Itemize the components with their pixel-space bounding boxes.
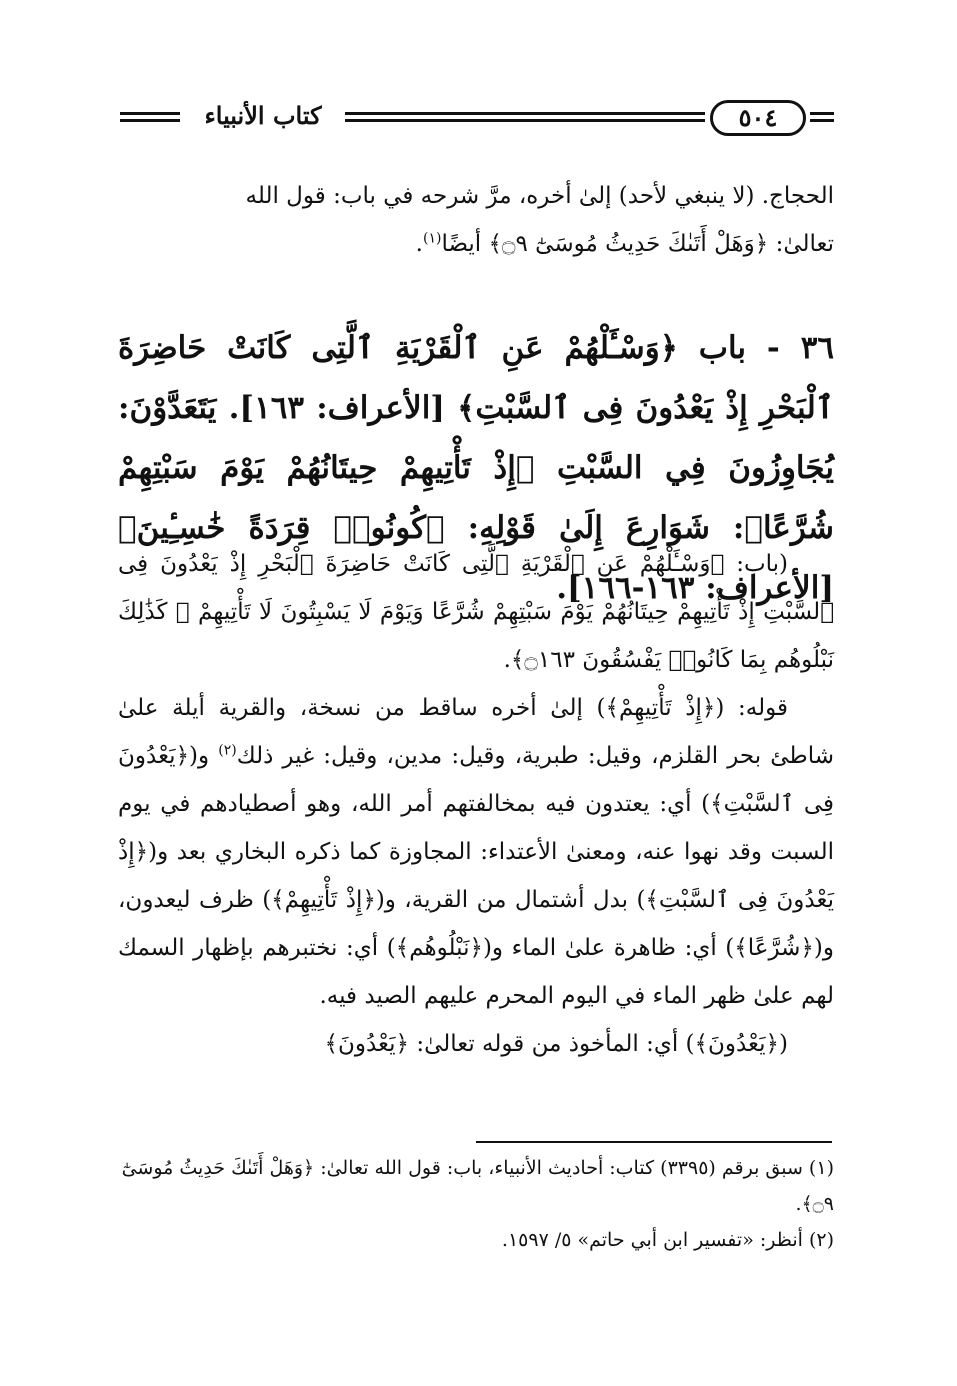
chapter-heading: ٣٦ - باب ﴿وَسْـَٔلْهُمْ عَنِ ٱلْقَرْيَةِ ٱلَّتِى كَانَتْ حَاضِرَةَ ٱلْبَحْرِ إِذْ يَعْدُونَ فِى ٱلسَّبْتِ﴾ [الأعراف: ١٦٣]. يَتَعَدَّوْنَ: يُجَاوِزُونَ فِي السَّبْتِ ﴿إِذْ تَأْتِيهِمْ حِيتَانُهُمْ يَوْمَ سَبْتِهِمْ شُرَّعًا﴾: شَوَارِعَ إِلَىٰ قَوْلِهِ: ﴿كُونُوا۟ قِرَدَةً خَٰسِـِٔينَ﴾ [الأعراف: ١٦٣-١٦٦]. [118,330,834,606]
footnote-1: (١) سبق برقم (٣٣٩٥) كتاب: أحاديث الأنبياء، باب: قول الله تعالىٰ: ﴿وَهَلْ أَتَىٰكَ حَدِيثُ مُوسَىٰٓ ۝٩﴾. [121,1157,834,1215]
commentary-paragraph-3: (﴿يَعْدُونَ﴾) أي: المأخوذ من قوله تعالىٰ: ﴿يَعْدُونَ﴾ [324,1031,788,1057]
footnote-ref-1: (١) [422,230,442,247]
commentary-paragraph-2-rest: و(﴿يَعْدُونَ فِى ٱلسَّبْتِ﴾) أي: يعتدون فيه بمخالفتهم أمر الله، وهو أصطيادهم في يوم السبت وقد نهوا عنه، ومعنىٰ الأعتداء: المجاوزة كما ذكره البخاري بعد و(﴿إِذْ يَعْدُونَ فِى ٱلسَّبْتِ﴾) بدل أشتمال من القرية، و(﴿إِذْ تَأْتِيهِمْ﴾) ظرف ليعدون، و(﴿شُرَّعًا﴾) أي: ظاهرة علىٰ الماء و(﴿نَبْلُوهُم﴾) أي: نختبرهم بإظهار السمك لهم علىٰ ظهر الماء في اليوم المحرم عليهم الصيد فيه. [118,743,834,1009]
intro-line-2-text: تعالىٰ: ﴿وَهَلْ أَتَىٰكَ حَدِيثُ مُوسَىٰٓ ۝٩﴾ أيضًا [441,231,834,257]
intro-line-2 [118,220,834,268]
intro-line-2-end: . [415,231,423,257]
footnotes [114,1150,834,1258]
header-rule-middle [345,112,705,115]
intro-block [118,172,834,268]
footnote-ref-2: (٢) [218,742,237,759]
running-header [120,98,834,142]
header-rule-right [810,112,834,115]
page-number: ٥٠٤ [710,100,806,136]
header-rule-left [120,112,180,115]
commentary-paragraph-2 [118,684,834,1020]
commentary-block [118,540,834,1068]
footnote-2: (٢) أنظر: «تفسير ابن أبي حاتم» ٥/ ١٥٩٧. [501,1229,834,1251]
intro-line-1: الحجاج. (لا ينبغي لأحد) إلىٰ أخره، مرَّ شرحه في باب: قول الله [245,183,834,209]
commentary-paragraph-2-text: قوله: (﴿إِذْ تَأْتِيهِمْ﴾) إلىٰ أخره ساقط من نسخة، والقرية أيلة علىٰ شاطئ بحر القلزم، وقيل: طبرية، وقيل: مدين، وقيل: غير ذلك [118,695,835,769]
footnote-separator [476,1141,832,1143]
commentary-paragraph-1: (باب: ﴿وَسْـَٔلْهُمْ عَنِ ٱلْقَرْيَةِ ٱلَّتِى كَانَتْ حَاضِرَةَ ٱلْبَحْرِ إِذْ يَعْدُونَ فِى ٱلسَّبْتِ إِذْ تَأْتِيهِمْ حِيتَانُهُمْ يَوْمَ سَبْتِهِمْ شُرَّعًا وَيَوْمَ لَا يَسْبِتُونَ لَا تَأْتِيهِمْ ۚ كَذَٰلِكَ نَبْلُوهُم بِمَا كَانُوا۟ يَفْسُقُونَ ۝١٦٣﴾. [118,551,834,673]
book-title: كتاب الأنبياء [204,101,322,130]
